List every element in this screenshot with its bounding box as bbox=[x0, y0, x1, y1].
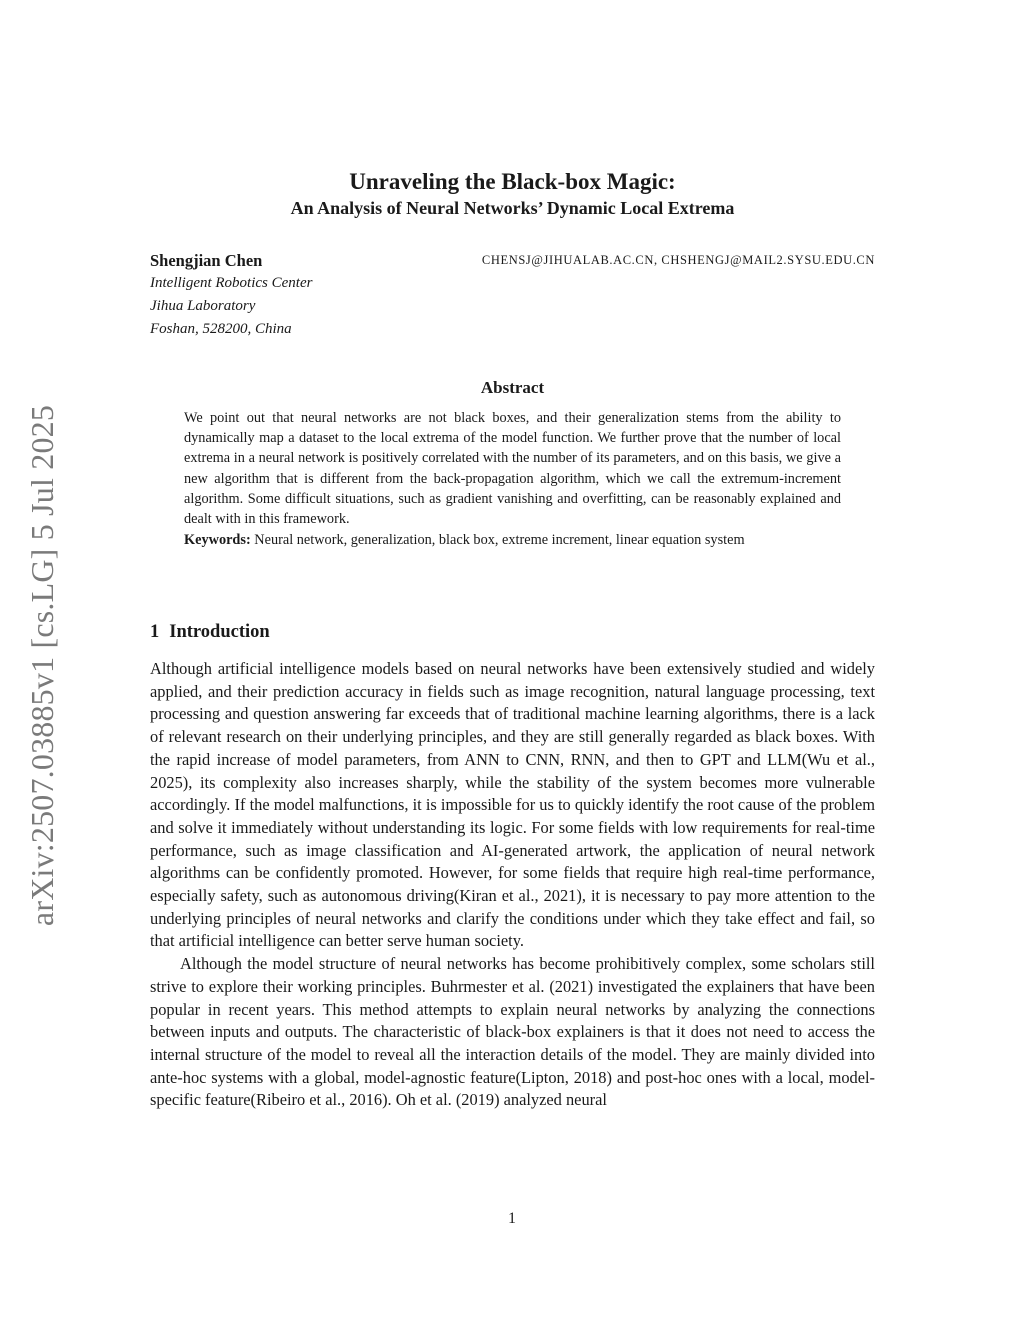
section-title: Introduction bbox=[169, 622, 270, 642]
arxiv-identifier: arXiv:2507.03885v1 [cs.LG] 5 Jul 2025 bbox=[24, 404, 61, 926]
abstract-text: We point out that neural networks are not black boxes, and their generalization stems from the ability to dynamically map a dataset to the local extrema of the model function. We further prove that the number of local extrema in a neural network is positively correlated with the number of its parameters, and on this basis, we give a new algorithm that is different from the back-propagation algorithm, which we call the extremum-increment algorithm. Some difficult situations, such as gradient vanishing and overfitting, can be reasonably explained and dealt with in this framework. bbox=[184, 410, 841, 528]
section-body bbox=[150, 658, 875, 1112]
keywords-label: Keywords: bbox=[184, 532, 251, 549]
abstract-heading: Abstract bbox=[480, 378, 545, 397]
paragraph: Although the model structure of neural networks has become prohibitively complex, some scholars still strive to explore their working principles. Buhrmester et al. (2021) investigated the explainers that have been popular in recent years. This method attempts to explain neural networks by analyzing the connections between inputs and outputs. The characteristic of black-box explainers is that it does not need to access the internal structure of the model to reveal all the interaction details of the model. They are mainly divided into ante-hoc systems with a global, model-agnostic feature(Lipton, 2018) and post-hoc ones with a local, model-specific feature(Ribeiro et al., 2016). Oh et al. (2019) analyzed neural bbox=[150, 954, 875, 1110]
author-email: CHENSJ@JIHUALAB.AC.CN, CHSHENGJ@MAIL2.SYSU.EDU.CN bbox=[481, 253, 875, 267]
keywords-list: Neural network, generalization, black box, extreme increment, linear equation system bbox=[254, 532, 745, 549]
section-number: 1 bbox=[150, 622, 160, 642]
affiliation-line: Intelligent Robotics Center bbox=[150, 275, 313, 291]
affiliation-line: Jihua Laboratory bbox=[150, 298, 256, 314]
section-heading bbox=[150, 622, 270, 643]
paper-title bbox=[150, 168, 875, 220]
keywords bbox=[184, 530, 841, 550]
affiliation-line: Foshan, 528200, China bbox=[150, 321, 292, 337]
abstract-body bbox=[184, 408, 841, 550]
arxiv-stamp bbox=[12, 385, 74, 945]
paragraph: Although artificial intelligence models based on neural networks have been extensively studied and widely applied, and their prediction accuracy in fields such as image recognition, natural language processing, text processing and question answering far exceeds that of traditional machine learning algorithms, there is a lack of relevant research on their underlying principles, and they are still generally regarded as black boxes. With the rapid increase of model parameters, from ANN to CNN, RNN, and then to GPT and LLM(Wu et al., 2025), its complexity also increases sharply, while the stability of the system becomes more vulnerable accordingly. If the model malfunctions, it is impossible for us to quickly identify the root cause of the problem and solve it immediately without understanding its logic. For some fields with low requirements for real-time performance, such as image classification and AI-generated artwork, the application of neural network algorithms can be confidently promoted. However, for some fields that require high real-time performance, especially safety, such as autonomous driving(Kiran et al., 2021), it is necessary to pay more attention to the underlying principles of neural networks and clarify the conditions under which they take effect and fail, so that artificial intelligence can better serve human society. bbox=[150, 659, 875, 951]
author-block bbox=[150, 250, 875, 341]
title-main: Unraveling the Black-box Magic: bbox=[349, 169, 676, 194]
page-number: 1 bbox=[508, 1210, 516, 1227]
title-subtitle: An Analysis of Neural Networks’ Dynamic Local Extrema bbox=[290, 198, 735, 218]
author-name: Shengjian Chen bbox=[150, 251, 263, 270]
